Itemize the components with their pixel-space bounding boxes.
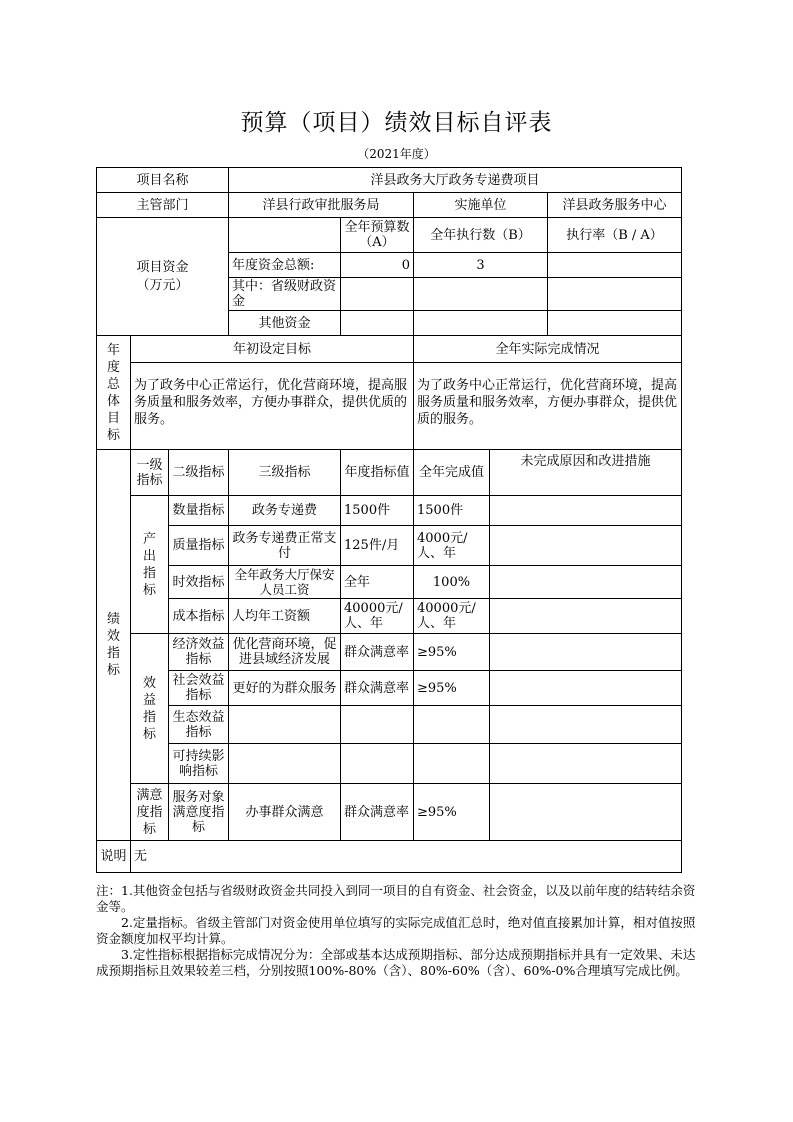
output-reason: [490, 599, 682, 634]
output-level2: 数量指标: [169, 496, 229, 526]
funds-label: 项目资金（万元）: [97, 218, 229, 336]
report-year: （2021年度）: [357, 147, 436, 161]
funds-other-rate: [548, 311, 682, 336]
project-name-value: 洋县政务大厅政务专递费项目: [229, 168, 682, 193]
satisfaction-actual: ≥95%: [414, 784, 490, 841]
output-actual: 100%: [414, 566, 490, 599]
funds-col-exec: 全年执行数（B）: [414, 218, 548, 253]
output-actual: 40000元/人、年: [414, 599, 490, 634]
benefit-level2: 社会效益指标: [169, 671, 229, 706]
funds-total-rate: [548, 253, 682, 278]
benefit-level3: 优化营商环境，促进县域经济发展: [229, 634, 341, 671]
benefit-target: [341, 706, 414, 744]
satisfaction-level3: 办事群众满意: [229, 784, 341, 841]
header-actual: 全年完成值: [414, 450, 490, 496]
goals-actual-header: 全年实际完成情况: [414, 336, 682, 363]
footnotes: [96, 883, 696, 979]
header-target: 年度指标值: [341, 450, 414, 496]
funds-total-label: 年度资金总额:: [229, 253, 341, 278]
benefit-reason: [490, 706, 682, 744]
output-level2: 时效指标: [169, 566, 229, 599]
table-row: [97, 566, 682, 599]
benefit-level2: 生态效益指标: [169, 706, 229, 744]
funds-col-rate: 执行率（B / A）: [548, 218, 682, 253]
output-reason: [490, 526, 682, 566]
output-target: 1500件: [341, 496, 414, 526]
funds-prov-exec: [414, 278, 548, 311]
benefit-reason: [490, 744, 682, 784]
output-level2: 质量指标: [169, 526, 229, 566]
goals-planned-header: 年初设定目标: [131, 336, 414, 363]
benefit-actual: [414, 744, 490, 784]
table-row: [97, 496, 682, 526]
goals-planned-text: 为了政务中心正常运行，优化营商环境，提高服务质量和服务效率，方便办事群众，提供优质的服务。: [131, 363, 414, 450]
benefit-level3: [229, 744, 341, 784]
benefit-target: 群众满意率: [341, 671, 414, 706]
unit-label: 实施单位: [414, 193, 548, 218]
output-level3: 全年政务大厅保安人员工资: [229, 566, 341, 599]
benefit-actual: [414, 706, 490, 744]
funds-prov-budget: [341, 278, 414, 311]
benefit-target: 群众满意率: [341, 634, 414, 671]
output-actual: 4000元/人、年: [414, 526, 490, 566]
table-row: [97, 671, 682, 706]
funds-total-exec: 3: [414, 253, 548, 278]
satisfaction-label: 满意度指标: [131, 784, 169, 841]
footnote-1: 注：1.其他资金包括与省级财政资金共同投入到同一项目的自有资金、社会资金，以及以前年度的结转结余资金等。: [96, 883, 696, 914]
benefit-level2: 可持续影响指标: [169, 744, 229, 784]
output-reason: [490, 566, 682, 599]
output-level3: 人均年工资额: [229, 599, 341, 634]
output-level3: 政务专递费正常支付: [229, 526, 341, 566]
page-title: 预算（项目）绩效目标自评表: [240, 110, 553, 136]
goals-actual-text: 为了政务中心正常运行，优化营商环境，提高服务质量和服务效率，方便办事群众，提供优质的服务。: [414, 363, 682, 450]
output-label: 产出指标: [131, 496, 169, 634]
output-reason: [490, 496, 682, 526]
footnote-2: 2.定量指标。省级主管部门对资金使用单位填写的实际完成值汇总时，绝对值直接累加计算，相对值按照资金额度加权平均计算。: [96, 915, 696, 946]
dept-value: 洋县行政审批服务局: [229, 193, 414, 218]
benefit-label: 效益指标: [131, 634, 169, 784]
table-row: [97, 526, 682, 566]
benefit-reason: [490, 634, 682, 671]
remarks-value: 无: [131, 841, 682, 873]
funds-prov-rate: [548, 278, 682, 311]
funds-col-budget: 全年预算数（A）: [341, 218, 414, 253]
header-level3: 三级指标: [229, 450, 341, 496]
table-row: [97, 599, 682, 634]
funds-header-blank: [229, 218, 341, 253]
unit-value: 洋县政务服务中心: [548, 193, 682, 218]
output-level2: 成本指标: [169, 599, 229, 634]
header-reason: 未完成原因和改进措施: [490, 450, 682, 496]
output-target: 全年: [341, 566, 414, 599]
benefit-level3: [229, 706, 341, 744]
benefit-level2: 经济效益指标: [169, 634, 229, 671]
dept-label: 主管部门: [97, 193, 229, 218]
header-level1: 一级指标: [131, 450, 169, 496]
header-level2: 二级指标: [169, 450, 229, 496]
benefit-target: [341, 744, 414, 784]
goals-label: 年度总体目标: [97, 336, 131, 450]
table-row: [97, 706, 682, 744]
benefit-actual: ≥95%: [414, 671, 490, 706]
table-row: [97, 634, 682, 671]
funds-other-budget: [341, 311, 414, 336]
output-actual: 1500件: [414, 496, 490, 526]
table-row: [97, 744, 682, 784]
funds-total-budget: 0: [341, 253, 414, 278]
satisfaction-target: 群众满意率: [341, 784, 414, 841]
table-row: [97, 784, 682, 841]
indicators-label: 绩效指标: [97, 450, 131, 841]
satisfaction-reason: [490, 784, 682, 841]
footnote-3: 3.定性指标根据指标完成情况分为：全部或基本达成预期指标、部分达成预期指标并具有一定效果、未达成预期指标且效果较差三档，分别按照100%-80%（含）、80%-60%（含）、60%-0%合理填写完成比例。: [96, 947, 696, 978]
output-target: 125件/月: [341, 526, 414, 566]
output-target: 40000元/人、年: [341, 599, 414, 634]
project-name-label: 项目名称: [97, 168, 229, 193]
funds-prov-label: 其中：省级财政资金: [229, 278, 341, 311]
funds-other-exec: [414, 311, 548, 336]
evaluation-table: [96, 167, 682, 873]
funds-other-label: 其他资金: [229, 311, 341, 336]
output-level3: 政务专递费: [229, 496, 341, 526]
benefit-reason: [490, 671, 682, 706]
satisfaction-level2: 服务对象满意度指标: [169, 784, 229, 841]
benefit-level3: 更好的为群众服务: [229, 671, 341, 706]
remarks-label: 说明: [97, 841, 131, 873]
benefit-actual: ≥95%: [414, 634, 490, 671]
